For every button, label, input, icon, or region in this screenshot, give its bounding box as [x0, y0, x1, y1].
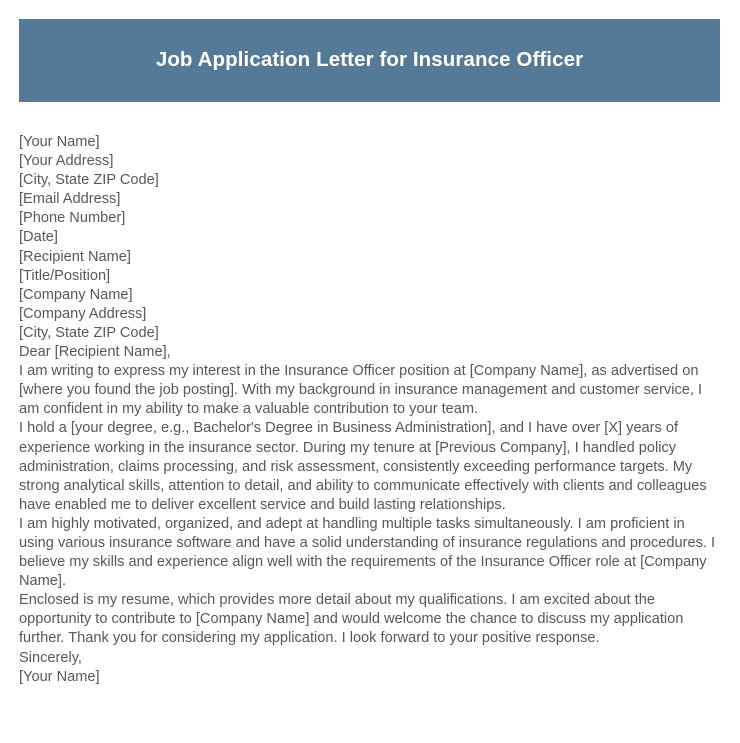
letter-line: [Company Address] [19, 305, 147, 322]
letter-line: [Your Address] [19, 153, 114, 170]
letter-paragraph: I am writing to express my interest in the Insurance Officer position at [Company Name], as advertised on [where you found the job posting]. With my background in insurance management and customer service, I am confident in my ability to make a valuable contribution to your team. [19, 363, 703, 418]
letter-body [19, 133, 721, 687]
letter-line: [Recipient Name] [19, 248, 131, 265]
page-title: Job Application Letter for Insurance Officer [155, 48, 584, 72]
document-title-banner [19, 19, 720, 102]
letter-line: [Email Address] [19, 191, 121, 208]
letter-line: [Company Name] [19, 286, 133, 303]
letter-paragraph: I hold a [your degree, e.g., Bachelor's Degree in Business Administration], and I have over [X] years of experience working in the insurance sector. During my tenure at [Previous Company], I handled policy administration, claims processing, and risk assessment, consistently exceeding performance targets. My strong analytical skills, attention to detail, and ability to communicate effectively with clients and colleagues have enabled me to deliver excellent service and build lasting relationships. [19, 420, 707, 513]
letter-line: [City, State ZIP Code] [19, 324, 159, 341]
letter-line: [Date] [19, 229, 58, 246]
letter-line: [Your Name] [19, 134, 100, 150]
letter-closing: Sincerely, [19, 649, 82, 666]
letter-line: [City, State ZIP Code] [19, 172, 159, 189]
letter-paragraph: I am highly motivated, organized, and adept at handling multiple tasks simultaneously. I am proficient in using various insurance software and have a solid understanding of insurance regulations and procedures. I believe my skills and experience align well with the requirements of the Insurance Officer role at [Company Name]. [19, 515, 716, 590]
letter-line: [Title/Position] [19, 267, 111, 284]
letter-salutation: Dear [Recipient Name], [19, 344, 171, 361]
letter-paragraph: Enclosed is my resume, which provides more detail about my qualifications. I am excited about the opportunity to contribute to [Company Name] and would welcome the chance to discuss my application further. Thank you for considering my application. I look forward to your positive response. [19, 592, 684, 647]
letter-signature: [Your Name] [19, 668, 100, 685]
letter-line: [Phone Number] [19, 210, 126, 227]
